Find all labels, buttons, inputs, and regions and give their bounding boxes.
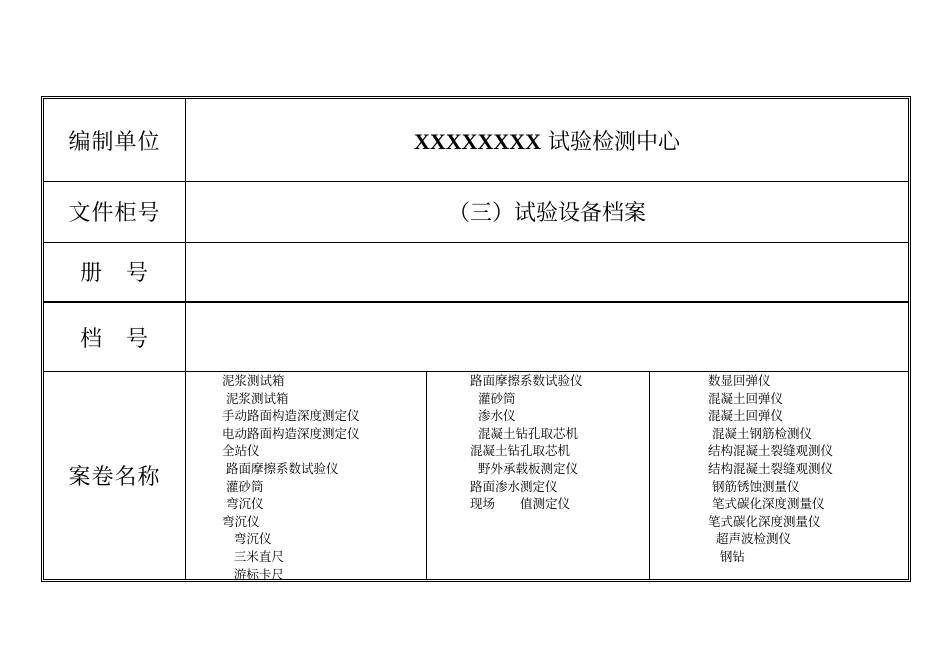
case-item: 路面渗水测定仪	[470, 478, 558, 494]
archive-cover-table	[41, 96, 911, 582]
row-archive	[44, 303, 908, 372]
case-item: 电动路面构造深度测定仪	[222, 425, 360, 441]
case-item: 混凝土回弹仪	[708, 390, 784, 406]
case-item: 游标卡尺	[222, 566, 284, 582]
case-item: 钢筋锈蚀测量仪	[708, 478, 800, 494]
case-item: 渗水仪	[470, 408, 516, 424]
label-archive: 档 号	[44, 303, 186, 371]
case-item: 弯沉仪	[222, 531, 272, 547]
row-cabinet	[44, 181, 908, 243]
case-item: 笔式碳化深度测量仪	[708, 496, 825, 512]
case-item: 混凝土钻孔取芯机	[470, 443, 571, 459]
case-item: 野外承载板测定仪	[470, 460, 578, 476]
case-item: 现场 值测定仪	[470, 496, 571, 512]
unit-name-suffix: 试验检测中心	[541, 129, 681, 155]
row-unit	[44, 99, 908, 182]
case-item: 数显回弹仪	[708, 373, 771, 388]
label-case-names: 案卷名称	[44, 372, 186, 579]
case-item: 超声波检测仪	[708, 531, 791, 547]
case-item: 结构混凝土裂缝观测仪	[708, 460, 834, 476]
case-item: 混凝土钻孔取芯机	[470, 425, 578, 441]
cabinet-value	[186, 181, 908, 242]
volume-value	[186, 242, 908, 301]
archive-value	[186, 303, 908, 371]
row-volume	[44, 242, 908, 303]
label-unit: 编制单位	[44, 99, 186, 181]
case-item: 全站仪	[222, 443, 260, 459]
case-item: 灌砂筒	[470, 390, 516, 406]
case-item: 钢钻	[708, 548, 745, 564]
case-item: 混凝土钢筋检测仪	[708, 425, 812, 441]
case-item: 笔式碳化深度测量仪	[708, 513, 821, 529]
label-cabinet: 文件柜号	[44, 181, 186, 242]
cabinet-title: （三）试验设备档案	[447, 201, 646, 226]
case-name-columns	[186, 372, 908, 582]
case-item: 手动路面构造深度测定仪	[222, 408, 360, 424]
label-volume: 册 号	[44, 242, 186, 301]
case-item: 灌砂筒	[222, 478, 264, 494]
case-item: 弯沉仪	[222, 513, 260, 529]
row-case-names	[44, 372, 908, 582]
unit-name	[186, 99, 908, 181]
case-item: 混凝土回弹仪	[708, 408, 784, 424]
case-item: 路面摩擦系数试验仪	[470, 373, 583, 388]
case-item: 结构混凝土裂缝观测仪	[708, 443, 834, 459]
case-item: 泥浆测试箱	[222, 390, 289, 406]
case-item: 路面摩擦系数试验仪	[222, 460, 339, 476]
case-item: 三米直尺	[222, 548, 284, 564]
case-item: 弯沉仪	[222, 496, 264, 512]
case-column-1	[186, 372, 427, 582]
case-item: 泥浆测试箱	[222, 373, 285, 388]
case-column-2	[427, 372, 650, 579]
unit-name-prefix: XXXXXXXX	[413, 128, 542, 154]
case-column-3	[650, 372, 908, 579]
